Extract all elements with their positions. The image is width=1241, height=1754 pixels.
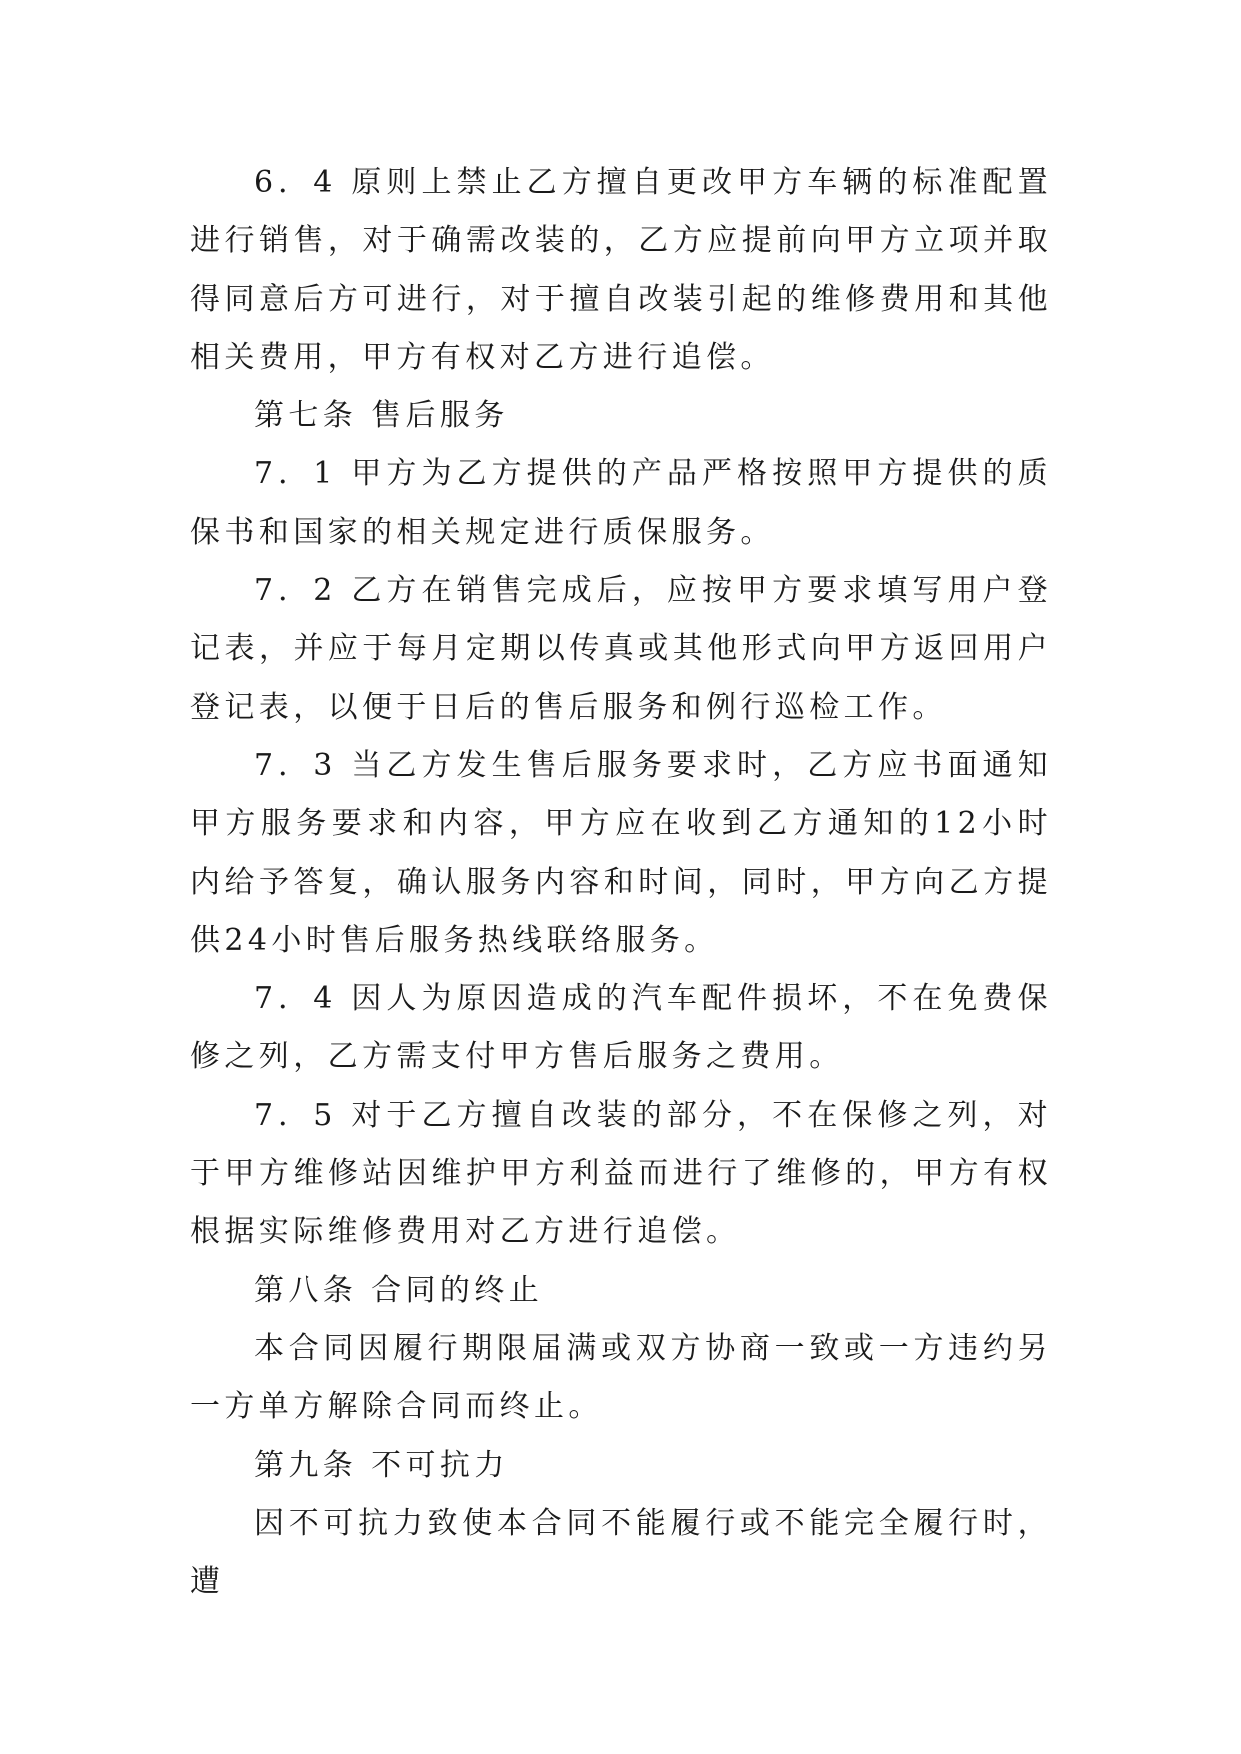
clause-7-4-paragraph: 7．4 因人为原因造成的汽车配件损坏，不在免费保修之列，乙方需支付甲方售后服务之费用。 (190, 981, 1052, 1075)
article-9-heading: 第九条 不可抗力 (254, 1447, 509, 1483)
clause-6-4-paragraph: 6．4 原则上禁止乙方擅自更改甲方车辆的标准配置进行销售，对于确需改装的，乙方应提前向甲方立项并取得同意后方可进行，对于擅自改装引起的维修费用和其他相关费用，甲方有权对乙方进行追偿。 (190, 165, 1052, 375)
clause-7-2-paragraph: 7．2 乙方在销售完成后，应按甲方要求填写用户登记表，并应于每月定期以传真或其他形式向甲方返回用户登记表，以便于日后的售后服务和例行巡检工作。 (190, 573, 1052, 725)
article-7-heading: 第七条 售后服务 (254, 398, 509, 434)
clause-7-3-paragraph: 7．3 当乙方发生售后服务要求时，乙方应书面通知甲方服务要求和内容，甲方应在收到乙方通知的12小时内给予答复，确认服务内容和时间，同时，甲方向乙方提供24小时售后服务热线联络服务。 (190, 747, 1052, 958)
document-body (190, 154, 1052, 1611)
article-8-body-paragraph: 本合同因履行期限届满或双方协商一致或一方违约另一方单方解除合同而终止。 (190, 1330, 1052, 1425)
clause-7-1-paragraph: 7．1 甲方为乙方提供的产品严格按照甲方提供的质保书和国家的相关规定进行质保服务。 (190, 456, 1052, 550)
clause-7-5-paragraph: 7．5 对于乙方擅自改装的部分，不在保修之列，对于甲方维修站因维护甲方利益而进行了维修的，甲方有权根据实际维修费用对乙方进行追偿。 (190, 1097, 1052, 1250)
article-9-body-paragraph: 因不可抗力致使本合同不能履行或不能完全履行时，遭 (190, 1505, 1052, 1600)
article-8-heading: 第八条 合同的终止 (254, 1272, 544, 1308)
